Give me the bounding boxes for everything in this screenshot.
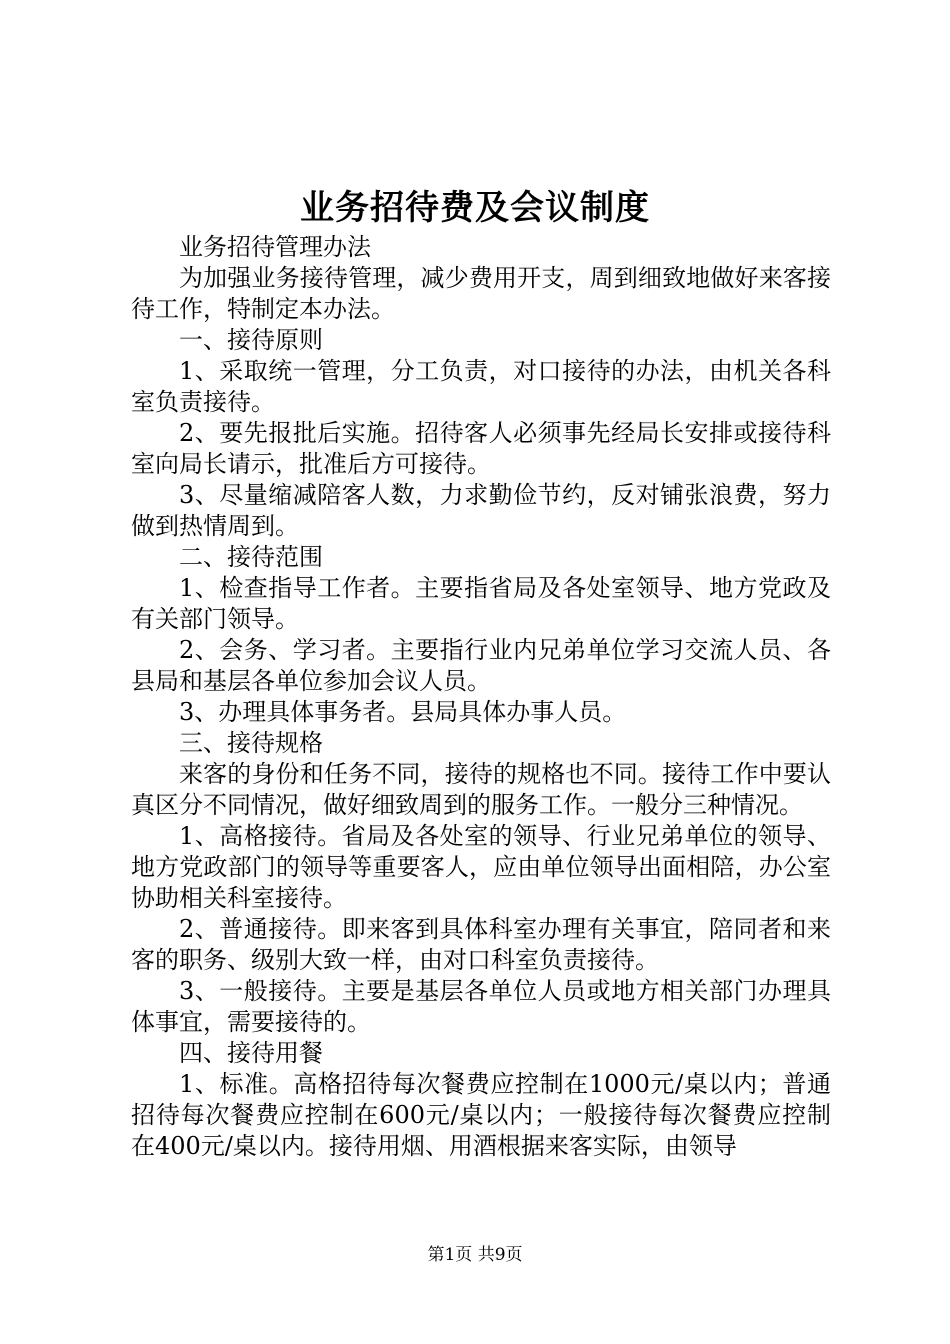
page-total: 共9页 <box>477 1245 523 1265</box>
paragraph: 3、尽量缩减陪客人数，力求勤俭节约，反对铺张浪费，努力做到热情周到。 <box>131 481 831 540</box>
page-number: 第1页 <box>427 1245 473 1265</box>
paragraph: 2、要先报批后实施。招待客人必须事先经局长安排或接待科室向局长请示，批准后方可接待。 <box>131 419 831 478</box>
paragraph: 2、会务、学习者。主要指行业内兄弟单位学习交流人员、各县局和基层各单位参加会议人员。 <box>131 636 831 695</box>
section-heading-scope: 二、接待范围 <box>179 543 323 571</box>
paragraph: 来客的身份和任务不同，接待的规格也不同。接待工作中要认真区分不同情况，做好细致周到的服务工作。一般分三种情况。 <box>131 760 831 819</box>
paragraph: 3、一般接待。主要是基层各单位人员或地方相关部门办理具体事宜，需要接待的。 <box>131 977 831 1036</box>
page-footer <box>0 1244 950 1266</box>
paragraph: 1、标准。高格招待每次餐费应控制在1000元/桌以内；普通招待每次餐费应控制在600元/桌以内；一般接待每次餐费应控制在400元/桌以内。接待用烟、用酒根据来客实际，由领导 <box>131 1070 831 1160</box>
document-title: 业务招待费及会议制度 <box>300 188 650 228</box>
section-heading-principles: 一、接待原则 <box>179 326 323 354</box>
paragraph: 3、办理具体事务者。县局具体办事人员。 <box>179 698 627 726</box>
paragraph: 1、检查指导工作者。主要指省局及各处室领导、地方党政及有关部门领导。 <box>131 574 831 633</box>
paragraph-subtitle: 业务招待管理办法 <box>179 233 371 261</box>
paragraph-intro: 为加强业务接待管理，减少费用开支，周到细致地做好来客接待工作，特制定本办法。 <box>131 264 831 323</box>
paragraph: 1、高格接待。省局及各处室的领导、行业兄弟单位的领导、地方党政部门的领导等重要客人，应由单位领导出面相陪，办公室协助相关科室接待。 <box>131 822 831 912</box>
section-heading-standards: 三、接待规格 <box>179 729 323 757</box>
section-heading-meals: 四、接待用餐 <box>179 1039 323 1067</box>
paragraph: 1、采取统一管理，分工负责，对口接待的办法，由机关各科室负责接待。 <box>131 357 831 416</box>
paragraph: 2、普通接待。即来客到具体科室办理有关事宜，陪同者和来客的职务、级别大致一样，由对口科室负责接待。 <box>131 915 831 974</box>
document-body <box>131 232 831 1162</box>
